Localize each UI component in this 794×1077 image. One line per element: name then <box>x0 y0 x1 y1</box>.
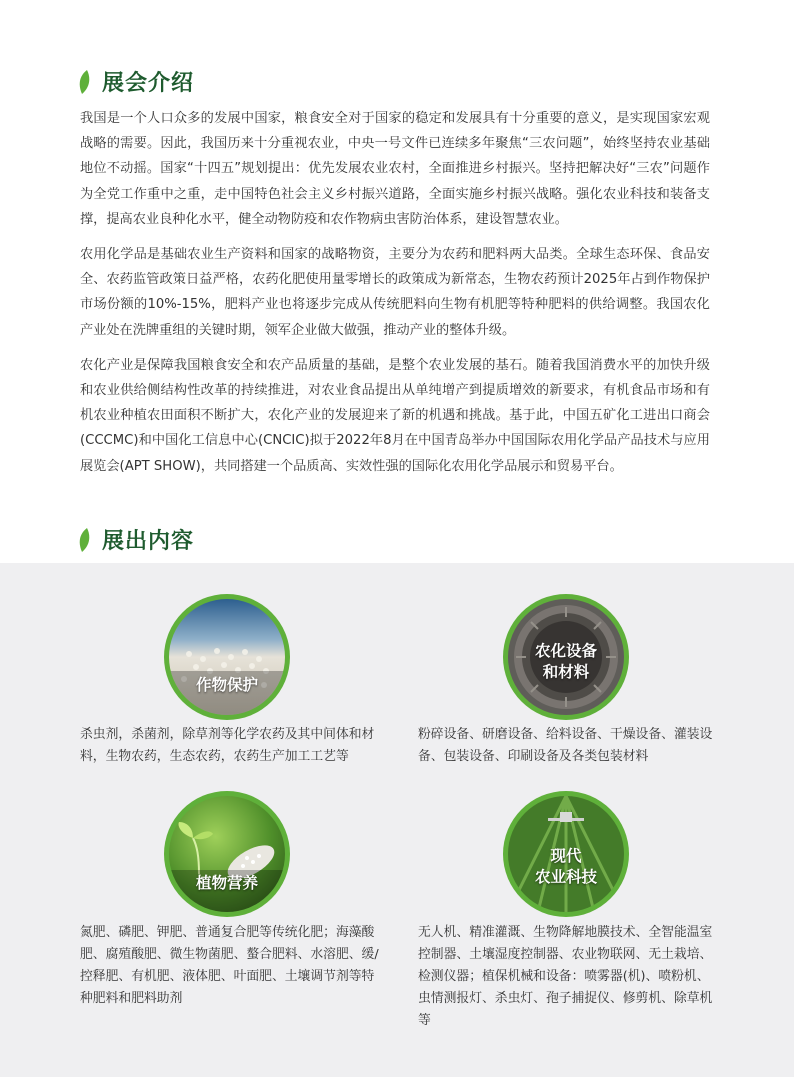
crop-protection-badge <box>164 594 290 720</box>
agrochem-equipment-label-line2: 和材料 <box>542 663 590 681</box>
exhibits-section-header <box>78 524 194 555</box>
intro-body <box>80 106 710 489</box>
intro-section-header <box>78 66 194 97</box>
leaf-icon <box>78 527 90 553</box>
leaf-icon <box>78 69 90 95</box>
modern-agritech-label-line2: 农业科技 <box>534 868 597 886</box>
granules-photo-icon <box>169 599 285 715</box>
modern-agritech-label-line1: 现代 <box>550 847 582 865</box>
crop-protection-desc: 杀虫剂，杀菌剂，除草剂等化学农药及其中间体和材料，生物农药，生态农药，农药生产加工工艺等 <box>80 727 375 764</box>
intro-paragraph-1: 我国是一个人口众多的发展中国家，粮食安全对于国家的稳定和发展具有十分重要的意义，是实现国家宏观战略的需要。因此，我国历来十分重视农业，中央一号文件已连续多年聚焦“三农问题”，始终坚持农业基础地位不动摇。国家“十四五”规划提出：优先发展农业农村，全面推进乡村振兴。坚持把解决好“三农”问题作为全党工作重中之重，走中国特色社会主义乡村振兴道路，全面实施乡村振兴战略。强化农业科技和装备支撑，提高农业良种化水平，健全动物防疫和农作物病虫害防治体系，建设智慧农业。 <box>80 111 710 227</box>
agrochem-equipment-badge <box>503 594 629 720</box>
exhibits-title: 展出内容 <box>102 529 195 554</box>
agrochem-equipment-label-line1: 农化设备 <box>534 642 597 660</box>
modern-agritech-badge <box>503 791 629 917</box>
intro-title: 展会介绍 <box>102 71 195 96</box>
crop-protection-label: 作物保护 <box>195 676 258 694</box>
plant-nutrition-label: 植物营养 <box>195 874 258 892</box>
agrochem-equipment-desc: 粉碎设备、研磨设备、给料设备、干燥设备、灌装设备、包装设备、印刷设备及各类包装材料 <box>418 727 713 764</box>
plant-nutrition-badge <box>164 791 290 917</box>
modern-agritech-desc: 无人机、精准灌溉、生物降解地膜技术、全智能温室控制器、土壤湿度控制器、农业物联网、无土栽培、检测仪器；植保机械和设备：喷雾器(机)、喷粉机、虫情测报灯、杀虫灯、孢子捕捉仪、修剪机、除草机等 <box>418 925 713 1028</box>
machine-photo-icon <box>508 599 624 715</box>
plant-nutrition-desc: 氮肥、磷肥、钾肥、普通复合肥等传统化肥；海藻酸肥、腐殖酸肥、微生物菌肥、螯合肥料、水溶肥、缓/控释肥、有机肥、液体肥、叶面肥、土壤调节剂等特种肥料和肥料助剂 <box>80 925 379 1006</box>
seedling-photo-icon <box>169 796 285 912</box>
intro-paragraph-2: 农用化学品是基础农业生产资料和国家的战略物资，主要分为农药和肥料两大品类。全球生态环保、食品安全、农药监管政策日益严格，农药化肥使用量零增长的政策成为新常态，生物农药预计2025年占到作物保护市场份额的10%-15%，肥料产业也将逐步完成从传统肥料向生物有机肥等特种肥料的供给调整。我国农化产业处在洗牌重组的关键时期，领军企业做大做强，推动产业的整体升级。 <box>80 247 710 338</box>
field-tractor-photo-icon <box>508 796 624 912</box>
intro-paragraph-3: 农化产业是保障我国粮食安全和农产品质量的基础，是整个农业发展的基石。随着我国消费水平的加快升级和农业供给侧结构性改革的持续推进，对农业食品提出从单纯增产到提质增效的新要求，有机食品市场和有机农业种植农田面积不断扩大，农化产业的发展迎来了新的机遇和挑战。基于此，中国五矿化工进出口商会(CCCMC)和中国化工信息中心(CNCIC)拟于2022年8月在中国青岛举办中国国际农用化学品产品技术与应用展览会(APT SHOW)，共同搭建一个品质高、实效性强的国际化农用化学品展示和贸易平台。 <box>80 357 710 474</box>
